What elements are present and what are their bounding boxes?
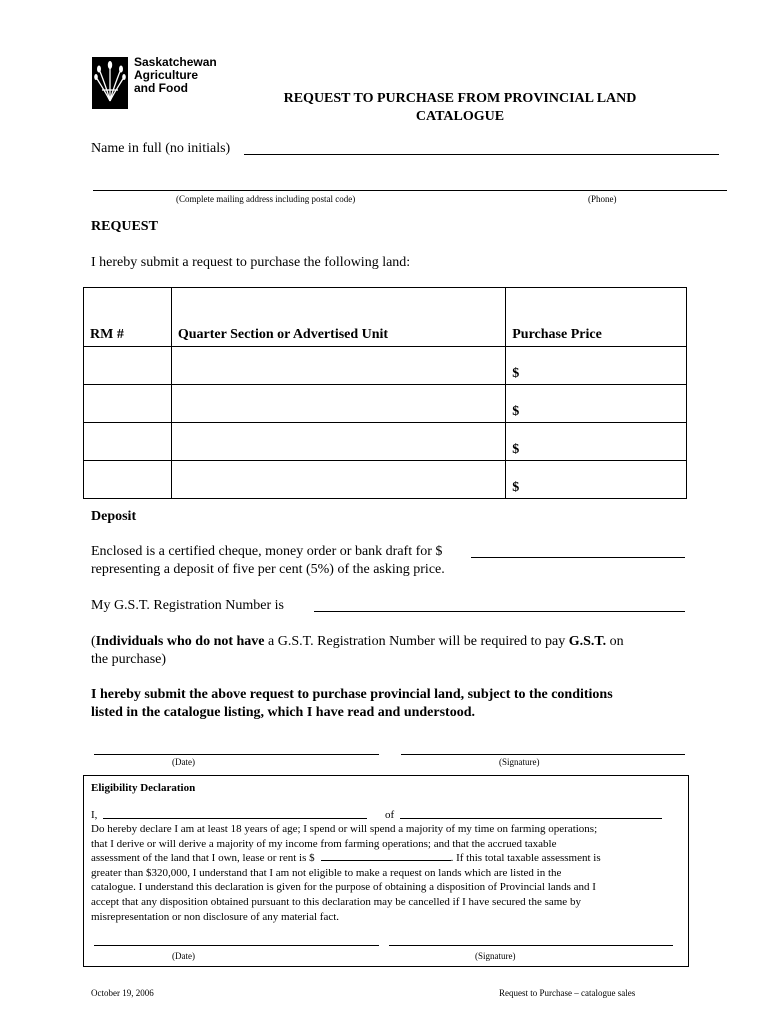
date-caption: (Date) — [172, 757, 195, 767]
phone-caption: (Phone) — [588, 194, 617, 204]
logo-line: Saskatchewan — [134, 55, 217, 69]
eligibility-date-field[interactable] — [94, 945, 379, 946]
price-cell[interactable]: $ — [506, 347, 687, 385]
price-cell[interactable]: $ — [506, 385, 687, 423]
gst-note-end: on — [606, 634, 624, 649]
eligibility-assessment-line — [91, 851, 685, 866]
table-row — [84, 385, 687, 423]
table-row — [84, 461, 687, 499]
price-cell[interactable]: $ — [506, 423, 687, 461]
name-label: Name in full (no initials) — [91, 141, 231, 156]
eligibility-date-caption: (Date) — [172, 951, 195, 961]
deposit-heading: Deposit — [91, 509, 137, 524]
eligibility-heading: Eligibility Declaration — [91, 782, 196, 794]
assessment-amount-field[interactable] — [321, 851, 451, 861]
eligibility-line3b: . If this total taxable assessment is — [450, 852, 601, 865]
unit-cell[interactable] — [171, 347, 505, 385]
deposit-line2: representing a deposit of five per cent (5%) of the asking price. — [91, 562, 445, 577]
footer-date: October 19, 2006 — [91, 988, 154, 998]
eligibility-line: accept that any disposition obtained pursuant to this declaration may be cancelled if I have secured the same by — [91, 895, 581, 908]
eligibility-line3a: assessment of the land that I own, lease or rent is $ — [91, 852, 315, 865]
table-row — [84, 347, 687, 385]
ministry-name — [134, 56, 217, 95]
price-header: Purchase Price — [506, 288, 687, 347]
table-header-row — [84, 288, 687, 347]
table-row — [84, 423, 687, 461]
date-field[interactable] — [94, 754, 379, 755]
form-title-line1: REQUEST TO PURCHASE FROM PROVINCIAL LAND — [283, 91, 637, 106]
signature-caption: (Signature) — [499, 757, 540, 767]
ministry-logo — [92, 57, 128, 109]
gst-number-field[interactable] — [314, 611, 685, 612]
name-field[interactable] — [244, 154, 719, 155]
gst-note-bold2: G.S.T. — [568, 634, 607, 649]
eligibility-line: that I derive or will derive a majority of my income from farming operations; and that the accrued taxable — [91, 837, 557, 850]
eligibility-text — [91, 822, 685, 924]
form-title-line2: CATALOGUE — [415, 109, 505, 124]
land-table — [83, 287, 687, 499]
rm-cell[interactable] — [84, 385, 172, 423]
gst-note-mid: a G.S.T. Registration Number will be required to pay — [264, 634, 569, 649]
rm-cell[interactable] — [84, 347, 172, 385]
eligibility-signature-caption: (Signature) — [475, 951, 516, 961]
price-cell[interactable]: $ — [506, 461, 687, 499]
submit-line1: I hereby submit the above request to purchase provincial land, subject to the conditions — [91, 687, 613, 702]
gst-note-bold1: Individuals who do not have — [95, 634, 265, 649]
declarant-address-field[interactable] — [400, 818, 662, 819]
eligibility-line: misrepresentation or non disclosure of any material fact. — [91, 910, 340, 923]
wheat-sheaf-icon — [92, 57, 128, 109]
form-title — [240, 90, 680, 126]
deposit-amount-field[interactable] — [471, 557, 685, 558]
eligibility-line: greater than $320,000, I understand that I am not eligible to make a request on lands which are listed in the — [91, 866, 562, 879]
rm-cell[interactable] — [84, 461, 172, 499]
eligibility-of-label: of — [385, 809, 395, 821]
eligibility-i-label: I, — [91, 809, 98, 821]
eligibility-line: Do hereby declare I am at least 18 years of age; I spend or will spend a majority of my time on farming operations; — [91, 823, 598, 835]
eligibility-signature-field[interactable] — [389, 945, 673, 946]
submit-line2: listed in the catalogue listing, which I have read and understood. — [91, 705, 476, 720]
footer-doc-name: Request to Purchase – catalogue sales — [499, 988, 636, 998]
signature-field[interactable] — [401, 754, 685, 755]
unit-cell[interactable] — [171, 423, 505, 461]
request-intro: I hereby submit a request to purchase the following land: — [91, 255, 411, 270]
declarant-name-field[interactable] — [103, 818, 367, 819]
address-phone-field[interactable] — [93, 190, 727, 191]
rm-header: RM # — [84, 288, 172, 347]
unit-cell[interactable] — [171, 385, 505, 423]
address-caption: (Complete mailing address including postal code) — [176, 194, 356, 204]
logo-line: Agriculture — [134, 68, 199, 82]
gst-note-paren: ( — [91, 634, 96, 649]
deposit-line1: Enclosed is a certified cheque, money order or bank draft for $ — [91, 544, 443, 559]
unit-cell[interactable] — [171, 461, 505, 499]
gst-note — [91, 633, 691, 669]
rm-cell[interactable] — [84, 423, 172, 461]
gst-label: My G.S.T. Registration Number is — [91, 598, 285, 613]
eligibility-line: catalogue. I understand this declaration is given for the purpose of obtaining a disposition of Provincial lands and I — [91, 881, 596, 894]
unit-header: Quarter Section or Advertised Unit — [171, 288, 505, 347]
logo-line: and Food — [134, 81, 188, 95]
request-heading: REQUEST — [91, 219, 158, 234]
submit-statement — [91, 686, 711, 722]
gst-note-line2: the purchase) — [91, 652, 167, 667]
